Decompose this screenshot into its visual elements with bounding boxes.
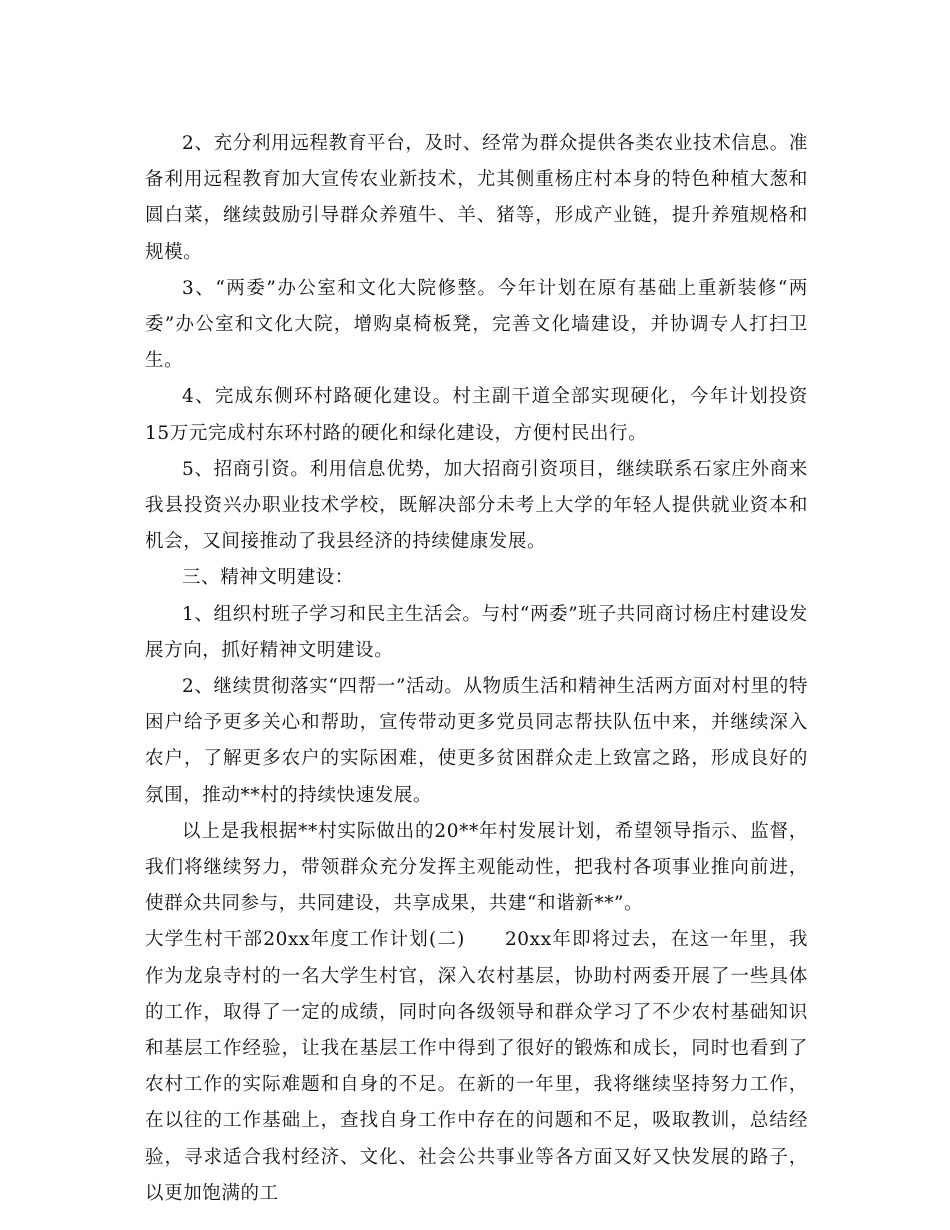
document-body [145, 126, 808, 1212]
paragraph-remote-education: 2、充分利用远程教育平台，及时、经常为群众提供各类农业技术信息。准备利用远程教育加大宣传农业新技术，尤其侧重杨庄村本身的特色种植大葱和圆白菜，继续鼓励引导群众养殖牛、羊、猪等，形成产业链，提升养殖规格和规模。 [145, 133, 808, 263]
paragraph-investment: 5、招商引资。利用信息优势，加大招商引资项目，继续联系石家庄外商来我县投资兴办职业技术学校，既解决部分未考上大学的年轻人提供就业资本和机会，又间接推动了我县经济的持续健康发展。 [145, 458, 808, 553]
section-heading-spiritual-civilization: 三、精神文明建设： [182, 567, 354, 589]
paragraph-four-help-one: 2、继续贯彻落实“四帮一”活动。从物质生活和精神生活两方面对村里的特困户给予更多关心和帮助，宣传带动更多党员同志帮扶队伍中来，并继续深入农户，了解更多农户的实际困难，使更多贫困群众走上致富之路，形成良好的氛围，推动**村的持续快速发展。 [145, 676, 808, 806]
paragraph-work-plan-two: 大学生村干部20xx年度工作计划(二) 20xx年即将过去，在这一年里，我作为龙泉寺村的一名大学生村官，深入农村基层，协助村两委开展了一些具体的工作，取得了一定的成绩，同时向各级领导和群众学习了不少农村基础知识和基层工作经验，让我在基层工作中得到了很好的锻炼和成长，同时也看到了农村工作的实际难题和自身的不足。在新的一年里，我将继续坚持努力工作，在以往的工作基础上，查找自身工作中存在的问题和不足，吸取教训，总结经验，寻求适合我村经济、文化、社会公共事业等各方面又好又快发展的路子，以更加饱满的工 [145, 929, 808, 1204]
paragraph-study-meeting: 1、组织村班子学习和民主生活会。与村“两委”班子共同商讨杨庄村建设发展方向，抓好精神文明建设。 [145, 603, 808, 661]
paragraph-conclusion: 以上是我根据**村实际做出的20**年村发展计划，希望领导指示、监督，我们将继续努力，带领群众充分发挥主观能动性，把我村各项事业推向前进，使群众共同参与，共同建设，共享成果，共建“和谐新**”。 [145, 820, 808, 915]
paragraph-office-renovation: 3、“两委”办公室和文化大院修整。今年计划在原有基础上重新装修“两委”办公室和文化大院，增购桌椅板凳，完善文化墙建设，并协调专人打扫卫生。 [145, 277, 808, 372]
paragraph-road-hardening: 4、完成东侧环村路硬化建设。村主副干道全部实现硬化，今年计划投资15万元完成村东环村路的硬化和绿化建设，方便村民出行。 [145, 386, 808, 444]
